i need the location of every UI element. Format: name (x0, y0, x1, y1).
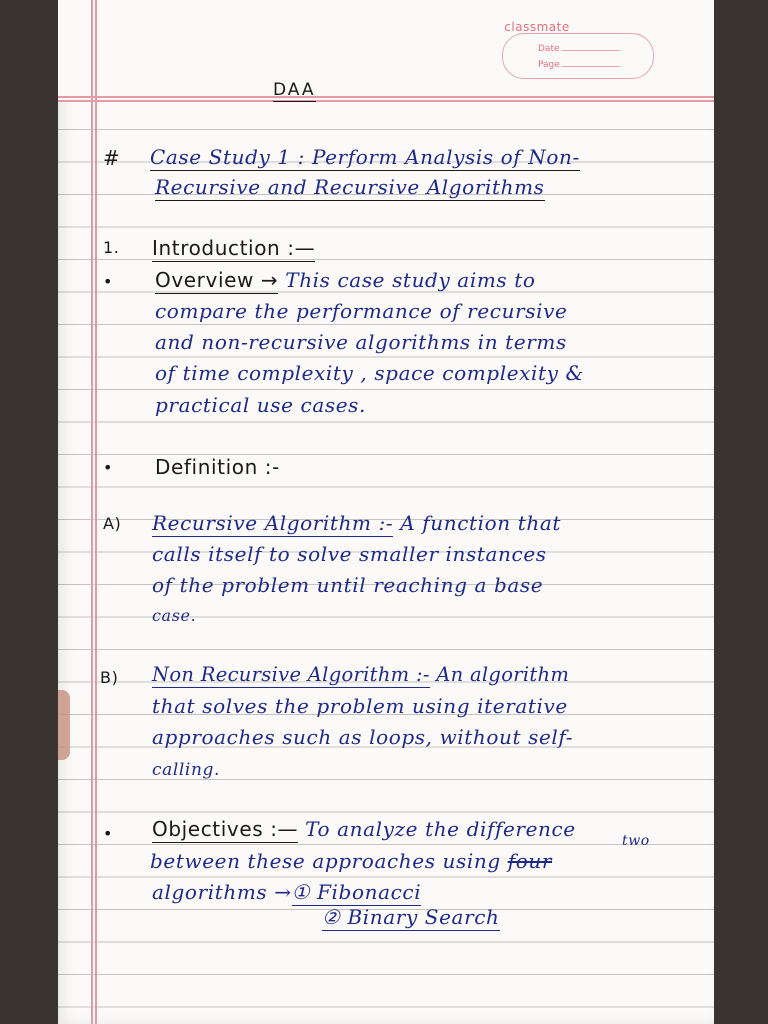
def-a-line-4: case. (152, 606, 197, 625)
def-a-line-2: calls itself to solve smaller instances (152, 542, 547, 566)
overview-line-2: compare the performance of recursive (155, 299, 568, 323)
objectives-line-1: Objectives :— To analyze the difference (152, 817, 576, 841)
section-marker: # (103, 146, 121, 170)
left-margin-line (91, 0, 93, 1024)
overview-line-3: and non-recursive algorithms in terms (155, 330, 567, 354)
top-margin-line-2 (58, 100, 714, 102)
intro-number: 1. (103, 238, 120, 257)
overview-bullet: • (103, 272, 114, 291)
def-a-line-1: Recursive Algorithm :- A function that (152, 511, 562, 535)
objectives-line-2: between these approaches using four (150, 849, 552, 873)
thumb-shadow (58, 690, 70, 760)
def-a-marker: A) (103, 514, 122, 533)
def-b-line-2: that solves the problem using iterative (152, 694, 568, 718)
page-field: Page (538, 60, 620, 70)
top-margin-line (58, 96, 714, 98)
objectives-insert-two: two (622, 833, 650, 849)
definition-bullet: • (103, 458, 114, 477)
def-a-line-3: of the problem until reaching a base (152, 573, 544, 597)
date-page-box (502, 33, 654, 79)
date-field: Date (538, 44, 620, 54)
brand-logo: classmate (504, 20, 570, 34)
overview-line-1: Overview → This case study aims to (155, 268, 536, 292)
overview-line-4: of time complexity , space complexity & (155, 361, 584, 385)
objectives-item-2: ② Binary Search (322, 905, 500, 929)
overview-line-5: practical use cases. (155, 393, 366, 417)
case-study-title-1: Case Study 1 : Perform Analysis of Non- (150, 145, 580, 169)
definition-heading: Definition :- (155, 455, 280, 479)
objectives-line-3: algorithms →① Fibonacci (152, 880, 422, 904)
case-study-title-2: Recursive and Recursive Algorithms (155, 175, 545, 199)
def-b-marker: B) (100, 668, 119, 687)
def-b-line-3: approaches such as loops, without self- (152, 725, 574, 749)
page-title: DAA (273, 80, 316, 100)
def-b-line-1: Non Recursive Algorithm :- An algorithm (152, 663, 570, 686)
objectives-bullet: • (103, 824, 114, 843)
def-b-line-4: calling. (152, 760, 221, 780)
left-margin-line-2 (95, 0, 97, 1024)
intro-heading: Introduction :— (152, 236, 316, 260)
